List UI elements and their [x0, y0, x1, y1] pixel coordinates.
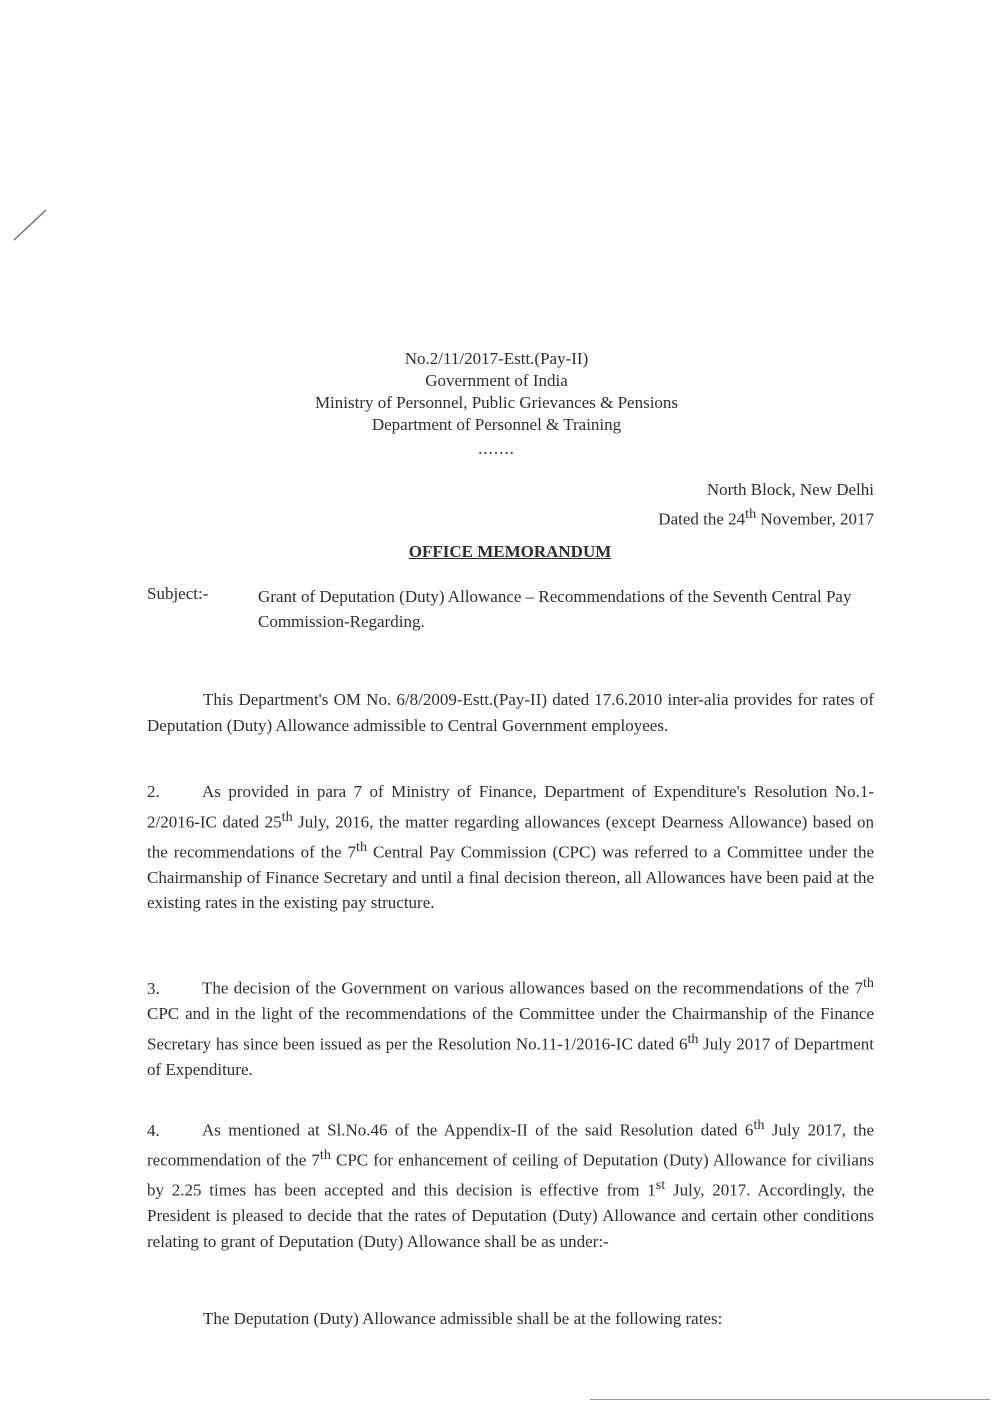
- location: North Block, New Delhi: [706, 480, 874, 499]
- paragraph-5: The Deputation (Duty) Allowance admissible shall be at the following rates:: [203, 1309, 723, 1328]
- ministry-name: Ministry of Personnel, Public Grievances & Pensions: [314, 393, 679, 412]
- date-line: Dated the 24th November, 2017: [658, 506, 874, 529]
- document-header: [0, 348, 993, 460]
- department-name: Department of Personnel & Training: [371, 415, 622, 434]
- subject-label: Subject:-: [147, 584, 209, 603]
- subject-text: Grant of Deputation (Duty) Allowance – Recommendations of the Seventh Central Pay Commission-Regarding.: [258, 587, 852, 631]
- separator-dots: .......: [478, 439, 515, 458]
- memo-title: OFFICE MEMORANDUM: [408, 542, 612, 561]
- pen-mark: [10, 205, 50, 245]
- place-and-date: [658, 478, 874, 532]
- paragraph-3: 3. The decision of the Government on various allowances based on the recommendations of the 7th CPC and in the light of the recommendations of the Committee under the Chairmanship of the Finance Secretary has since been issued as per the Resolution No.11-1/2016-IC dated 6th July 2017 of Department of Expenditure.: [147, 975, 874, 1079]
- scan-artifact-line: [590, 1399, 990, 1400]
- paragraph-4: 4. As mentioned at Sl.No.46 of the Appendix-II of the said Resolution dated 6th July 2017, the recommendation of the 7th CPC for enhancement of ceiling of Deputation (Duty) Allowance for civilians by 2.25 times has been accepted and this decision is effective from 1st July, 2017. Accordingly, the President is pleased to decide that the rates of Deputation (Duty) Allowance and certain other conditions relating to grant of Deputation (Duty) Allowance shall be as under:-: [147, 1117, 874, 1251]
- paragraph-2: 2. As provided in para 7 of Ministry of Finance, Department of Expenditure's Resolution No.1-2/2016-IC dated 25th July, 2016, the matter regarding allowances (except Dearness Allowance) based on the recommendations of the 7th Central Pay Commission (CPC) was referred to a Committee under the Chairmanship of Finance Secretary and until a final decision thereon, all Allowances have been paid at the existing rates in the existing pay structure.: [147, 782, 874, 913]
- government-name: Government of India: [425, 371, 568, 390]
- file-number: No.2/11/2017-Estt.(Pay-II): [404, 349, 589, 368]
- paragraph-1: This Department's OM No. 6/8/2009-Estt.(Pay-II) dated 17.6.2010 inter-alia provides for rates of Deputation (Duty) Allowance admissible to Central Government employees.: [147, 690, 874, 735]
